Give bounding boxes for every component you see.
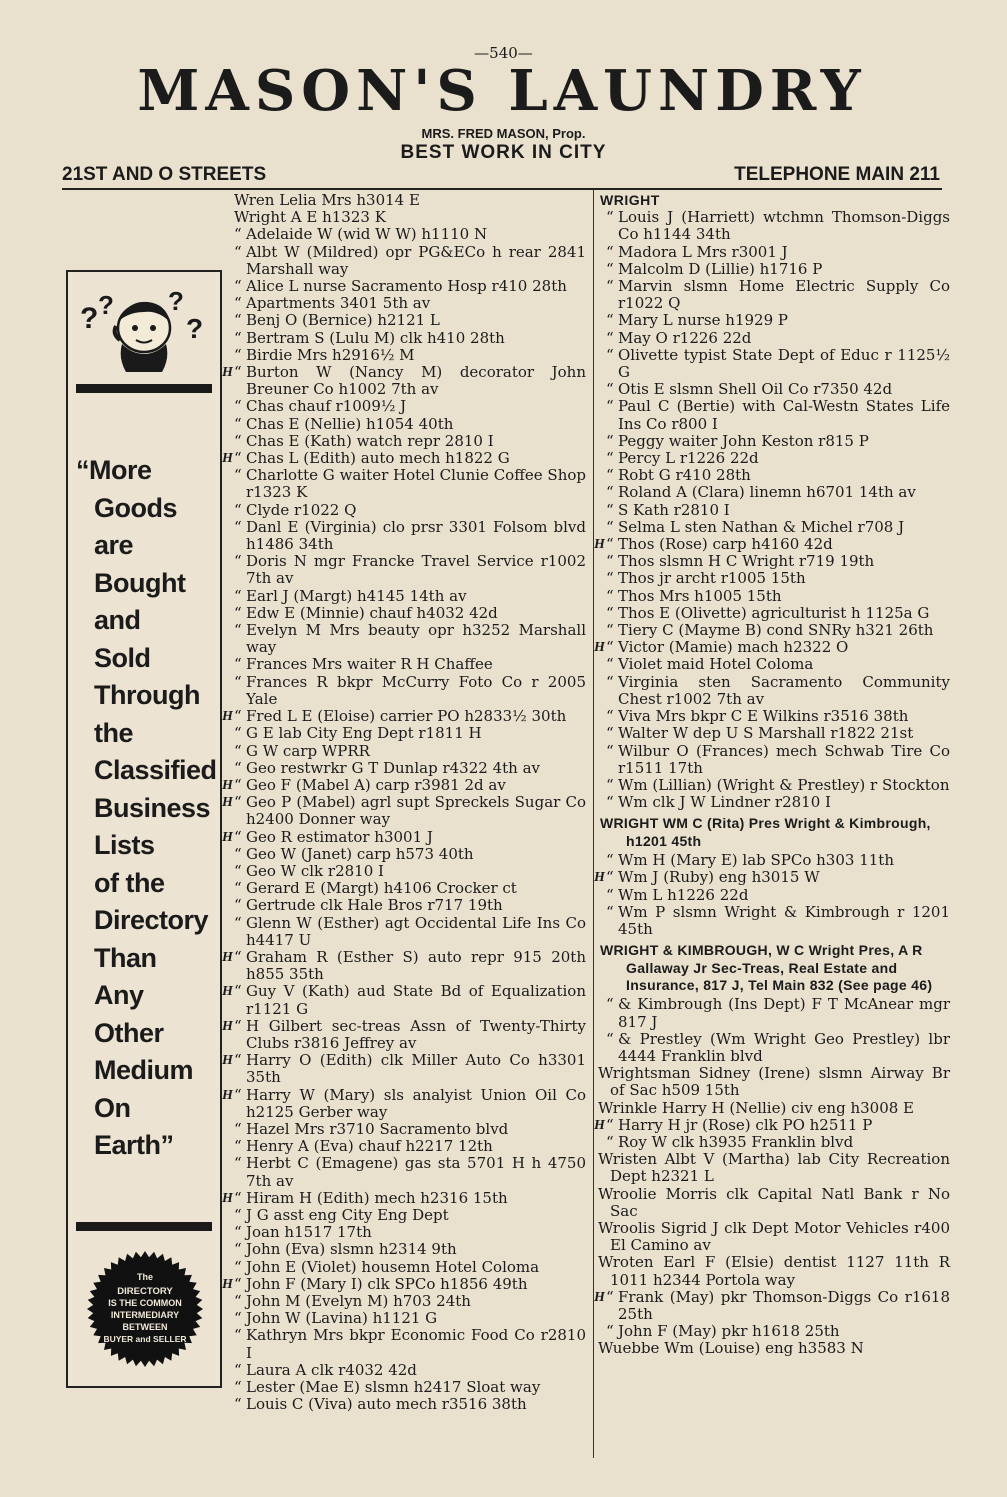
entry-text: Geo F (Mabel A) carp r3981 2d av	[246, 775, 506, 794]
seal-text-line: IS THE COMMON	[108, 1298, 182, 1308]
seal-text-line: BUYER and SELLER	[103, 1334, 187, 1344]
entry-text: & Kimbrough (Ins Dept) F T McAnear mgr 817 J	[618, 995, 950, 1031]
proprietor-line: MRS. FRED MASON, Prop.	[421, 126, 586, 141]
telephone-line: TELEPHONE MAIN 211	[734, 164, 940, 185]
ad-slogan-word: Bought	[94, 567, 186, 598]
directory-entry: “ John M (Evelyn M) h703 24th	[234, 1292, 471, 1310]
directory-entry: “ Hazel Mrs r3710 Sacramento blvd	[234, 1119, 509, 1138]
entry-text: Birdie Mrs h2916½ M	[246, 345, 415, 364]
ad-slogan-word: Directory	[94, 905, 209, 935]
entry-text: Malcolm D (Lillie) h1716 P	[618, 259, 823, 278]
entry-text: Victor (Mamie) mach h2322 O	[618, 638, 849, 657]
directory-entry: “ Roy W clk h3935 Franklin blvd	[606, 1132, 854, 1151]
page-number: —540—	[474, 44, 533, 62]
entry-text: Tiery C (Mayme B) cond SNRy h321 26th	[618, 621, 934, 640]
entry-text: Gertrude clk Hale Bros r717 19th	[246, 896, 503, 915]
homeowner-mark-icon: H	[222, 984, 233, 1000]
directory-entry: “ Wm P slsmn Wright & Kimbrough r 1201 45th	[606, 902, 950, 938]
seal-text-line: BETWEEN	[122, 1322, 168, 1332]
entry-text: G W carp WPRR	[246, 741, 370, 760]
ad-slogan-word: Business	[94, 792, 211, 823]
entry-text: Frances Mrs waiter R H Chaffee	[246, 655, 493, 674]
directory-entry: “ Chas chauf r1009½ J	[234, 397, 407, 416]
homeowner-mark-icon: H	[222, 949, 233, 965]
ad-slogan-word: “More	[76, 455, 152, 485]
entry-text: Wm L h1226 22d	[618, 885, 749, 904]
entry-text: Roland A (Clara) linemn h6701 14th av	[618, 483, 916, 502]
ad-slogan-word: Goods	[94, 492, 177, 523]
svg-text:?: ?	[80, 302, 99, 335]
ad-slogan-word: Than	[94, 942, 157, 973]
entry-text: Bertram S (Lulu M) clk h410 28th	[246, 328, 505, 347]
tagline: BEST WORK IN CITY	[400, 142, 607, 163]
homeowner-mark-icon: H	[222, 1053, 233, 1069]
directory-entry: “ J G asst eng City Eng Dept	[234, 1205, 449, 1224]
directory-entry: “ Marvin slsmn Home Electric Supply Co r1022 Q	[606, 277, 950, 313]
entry-text: G E lab City Eng Dept r1811 H	[246, 724, 482, 743]
directory-entry: “ Louis J (Harriett) wtchmn Thomson-Diggs Co h1144 34th	[606, 208, 950, 244]
directory-entry: “ John F (May) pkr h1618 25th	[606, 1322, 840, 1341]
entry-text: Peggy waiter John Keston r815 P	[618, 431, 869, 450]
directory-entry: “ Lester (Mae E) slsmn h2417 Sloat way	[234, 1378, 541, 1397]
entry-text: Frances R bkpr McCurry Foto Co r 2005 Yale	[246, 672, 586, 708]
entry-text: Louis C (Viva) auto mech r3516 38th	[246, 1395, 527, 1414]
featured-listing: WRIGHT WM C (Rita) Pres Wright & Kimbrough, h1201 45th	[600, 815, 931, 849]
entry-text: Thos Mrs h1005 15th	[618, 586, 782, 605]
ad-slogan-word: Any	[94, 980, 144, 1010]
entry-text: Walter W dep U S Marshall r1822 21st	[618, 724, 914, 743]
directory-entry: “ Harry O (Edith) clk Miller Auto Co h3301 35th H	[222, 1051, 586, 1087]
entry-text: Thos (Rose) carp h4160 42d	[618, 535, 833, 554]
directory-entry: “ Tiery C (Mayme B) cond SNRy h321 26th	[606, 621, 934, 640]
entry-text: John F (May) pkr h1618 25th	[618, 1322, 840, 1341]
homeowner-mark-icon: H	[222, 1190, 233, 1206]
entry-text: Benj O (Bernice) h2121 L	[246, 311, 440, 330]
entry-text: Adelaide W (wid W W) h1110 N	[246, 225, 488, 244]
directory-entry: “ Violet maid Hotel Coloma	[606, 655, 814, 674]
entry-text: Graham R (Esther S) auto repr 915 20th h855 35th	[246, 947, 586, 984]
homeowner-mark-icon: H	[222, 451, 233, 467]
directory-entry: Wroolis Sigrid J clk Dept Motor Vehicles r400 El Camino av	[598, 1219, 950, 1255]
directory-entry: “ Clyde r1022 Q	[234, 500, 357, 519]
directory-entry: “ Danl E (Virginia) clo prsr 3301 Folsom blvd h1486 34th	[234, 517, 586, 554]
directory-entry: “ Earl J (Margt) h4145 14th av	[234, 586, 467, 605]
directory-entry: “ Chas E (Nellie) h1054 40th	[234, 414, 454, 433]
directory-entry: “ Apartments 3401 5th av	[234, 294, 431, 313]
entry-text: Danl E (Virginia) clo prsr 3301 Folsom blvd h1486 34th	[246, 517, 586, 554]
entry-text: John M (Evelyn M) h703 24th	[246, 1292, 471, 1310]
homeowner-mark-icon: H	[594, 640, 605, 656]
directory-entry: “ Malcolm D (Lillie) h1716 P	[606, 259, 823, 278]
directory-entry: “ Harry W (Mary) sls analyist Union Oil Co h2125 Gerber way H	[222, 1085, 586, 1121]
entry-text: Harry O (Edith) clk Miller Auto Co h3301 35th	[246, 1051, 586, 1087]
directory-entry: “ Herbt C (Emagene) gas sta 5701 H h 4750 7th av	[234, 1154, 586, 1190]
directory-entry: “ Geo W (Janet) carp h573 40th	[234, 844, 474, 863]
entry-text: Wilbur O (Frances) mech Schwab Tire Co r1511 17th	[618, 741, 950, 777]
entry-text: Glenn W (Esther) agt Occidental Life Ins Co h4417 U	[246, 913, 586, 949]
entry-text: Herbt C (Emagene) gas sta 5701 H h 4750 7th av	[246, 1154, 586, 1190]
directory-entry: “ Geo F (Mabel A) carp r3981 2d av H	[222, 775, 506, 794]
ad-slogan-word: and	[94, 605, 141, 635]
directory-entry: “ Burton W (Nancy M) decorator John Breuner Co h1002 7th av H	[222, 363, 586, 399]
entry-text: S Kath r2810 I	[618, 500, 730, 519]
entry-text: Joan h1517 17th	[246, 1223, 372, 1242]
entry-text: Chas chauf r1009½ J	[246, 397, 407, 416]
homeowner-mark-icon: H	[222, 795, 233, 811]
entry-text: Evelyn M Mrs beauty opr h3252 Marshall way	[246, 621, 586, 657]
entry-text: Kathryn Mrs bkpr Economic Food Co r2810 I	[246, 1326, 586, 1362]
ad-slogan-word: are	[94, 530, 134, 560]
entry-text: Gerard E (Margt) h4106 Crocker ct	[246, 879, 517, 898]
entry-text: Geo P (Mabel) agrl supt Spreckels Sugar Co h2400 Donner way	[246, 793, 586, 829]
right-column	[594, 192, 950, 1358]
entry-text: John W (Lavina) h1121 G	[246, 1309, 438, 1328]
entry-text: Hazel Mrs r3710 Sacramento blvd	[246, 1119, 509, 1138]
entry-text: May O r1226 22d	[618, 328, 752, 347]
left-column	[222, 191, 586, 1414]
directory-entry: “ Edw E (Minnie) chauf h4032 42d	[234, 603, 498, 622]
entry-text: Edw E (Minnie) chauf h4032 42d	[246, 603, 498, 622]
directory-entry: “ Virginia sten Sacramento Community Chest r1002 7th av	[606, 672, 950, 708]
entry-text: Thos E (Olivette) agriculturist h 1125a G	[618, 603, 930, 622]
directory-entry: “ Paul C (Bertie) with Cal-Westn States Life Ins Co r800 I	[606, 397, 950, 433]
entry-text: Geo W clk r2810 I	[246, 861, 384, 880]
directory-entry: “ Victor (Mamie) mach h2322 O H	[594, 638, 849, 657]
directory-entry: “ Wm L h1226 22d	[606, 885, 749, 904]
entry-text: Earl J (Margt) h4145 14th av	[246, 586, 467, 605]
entry-text: Roy W clk h3935 Franklin blvd	[618, 1132, 854, 1151]
entry-text: Chas L (Edith) auto mech h1822 G	[246, 449, 510, 468]
entry-text: Olivette typist State Dept of Educ r 1125½ G	[618, 345, 950, 382]
entry-text: J G asst eng City Eng Dept	[246, 1205, 449, 1224]
directory-entry: Wroten Earl F (Elsie) dentist 1127 11th R 1011 h2344 Portola way	[598, 1253, 950, 1289]
directory-entry: “ Frank (May) pkr Thomson-Diggs Co r1618 25th H	[594, 1287, 950, 1324]
entry-text: Doris N mgr Francke Travel Service r1002 7th av	[246, 552, 586, 588]
homeowner-mark-icon: H	[222, 777, 233, 793]
directory-entry: “ Graham R (Esther S) auto repr 915 20th h855 35th H	[222, 947, 586, 984]
entry-text: Geo R estimator h3001 J	[246, 827, 433, 846]
homeowner-mark-icon: H	[594, 537, 605, 553]
entry-text: Geo restwrkr G T Dunlap r4322 4th av	[246, 758, 540, 777]
entry-text: Viva Mrs bkpr C E Wilkins r3516 38th	[618, 707, 909, 726]
entry-text: Harry H jr (Rose) clk PO h2511 P	[618, 1115, 873, 1134]
directory-entry: “ Geo R estimator h3001 J H	[222, 827, 433, 846]
entry-text: Harry W (Mary) sls analyist Union Oil Co h2125 Gerber way	[246, 1085, 586, 1121]
homeowner-mark-icon: H	[594, 1117, 605, 1133]
directory-entry: “ John F (Mary I) clk SPCo h1856 49th H	[222, 1274, 528, 1293]
entry-text: & Prestley (Wm Wright Geo Prestley) lbr 4444 Franklin blvd	[618, 1029, 950, 1065]
directory-entry: “ Madora L Mrs r3001 J	[606, 242, 788, 261]
directory-entry: “ Gertrude clk Hale Bros r717 19th	[234, 896, 503, 915]
directory-entry: “ Doris N mgr Francke Travel Service r1002 7th av	[234, 552, 586, 588]
entry-text: Burton W (Nancy M) decorator John Breuner Co h1002 7th av	[246, 363, 586, 399]
directory-entry: “ Henry A (Eva) chauf h2217 12th	[234, 1137, 493, 1156]
homeowner-mark-icon: H	[594, 870, 605, 886]
entry-text: Thos jr archt r1005 15th	[618, 569, 806, 588]
directory-entry: “ Wm J (Ruby) eng h3015 W H	[594, 868, 820, 887]
directory-entry: “ Walter W dep U S Marshall r1822 21st	[606, 724, 914, 743]
directory-entry: “ Benj O (Bernice) h2121 L	[234, 311, 440, 330]
directory-entry: “ H Gilbert sec-treas Assn of Twenty-Thirty Clubs r3816 Jeffrey av H	[222, 1016, 586, 1052]
directory-entry: “ Wilbur O (Frances) mech Schwab Tire Co r1511 17th	[606, 741, 950, 777]
entry-text: Henry A (Eva) chauf h2217 12th	[246, 1137, 493, 1156]
entry-text: Apartments 3401 5th av	[246, 294, 431, 313]
directory-entry: “ Adelaide W (wid W W) h1110 N	[234, 225, 488, 244]
ad-slogan-word: of the	[94, 867, 165, 898]
directory-entry: “ S Kath r2810 I	[606, 500, 730, 519]
directory-entry: “ Kathryn Mrs bkpr Economic Food Co r2810 I	[234, 1326, 586, 1362]
advertisement-box	[66, 270, 222, 1388]
directory-entry: “ Chas L (Edith) auto mech h1822 G H	[222, 449, 510, 468]
directory-entry: “ Wm clk J W Lindner r2810 I	[606, 793, 831, 812]
homeowner-mark-icon: H	[222, 1276, 233, 1292]
directory-entry: “ Laura A clk r4032 42d	[234, 1360, 417, 1379]
header-rule	[62, 188, 942, 190]
entry-text: Percy L r1226 22d	[618, 449, 759, 468]
directory-entry: “ Frances R bkpr McCurry Foto Co r 2005 Yale	[234, 672, 586, 708]
entry-text: John F (Mary I) clk SPCo h1856 49th	[246, 1274, 528, 1293]
directory-entry: “ Gerard E (Margt) h4106 Crocker ct	[234, 879, 517, 898]
directory-entry: Wren Lelia Mrs h3014 E	[234, 191, 420, 209]
directory-entry: “ Birdie Mrs h2916½ M	[234, 345, 415, 364]
directory-entry: “ Louis C (Viva) auto mech r3516 38th	[234, 1395, 527, 1414]
entry-text: Clyde r1022 Q	[246, 500, 357, 519]
entry-text: Albt W (Mildred) opr PG&ECo h rear 2841 Marshall way	[246, 242, 586, 278]
svg-text:?: ?	[168, 288, 184, 316]
homeowner-mark-icon: H	[222, 709, 233, 725]
entry-text: Chas E (Kath) watch repr 2810 I	[246, 431, 494, 450]
entry-text: Wm (Lillian) (Wright & Prestley) r Stockton	[618, 775, 950, 794]
thinking-boy-icon	[78, 288, 208, 380]
entry-text: Selma L sten Nathan & Michel r708 J	[618, 517, 905, 536]
entry-text: Marvin slsmn Home Electric Supply Co r1022 Q	[618, 277, 950, 313]
directory-entry: “ Percy L r1226 22d	[606, 449, 759, 468]
directory-entry: “ Wm (Lillian) (Wright & Prestley) r Stockton	[606, 775, 950, 794]
homeowner-mark-icon: H	[222, 1018, 233, 1034]
directory-entry: “ Albt W (Mildred) opr PG&ECo h rear 2841 Marshall way	[234, 242, 586, 278]
entry-text: Hiram H (Edith) mech h2316 15th	[246, 1188, 508, 1207]
directory-entry: “ Alice L nurse Sacramento Hosp r410 28th	[234, 277, 567, 296]
entry-text: Wm P slsmn Wright & Kimbrough r 1201 45th	[618, 902, 950, 938]
directory-entry: “ Geo W clk r2810 I	[234, 861, 384, 880]
ad-slogan-word: On	[94, 1092, 131, 1123]
directory-entry: “ Guy V (Kath) aud State Bd of Equalization r1121 G H	[222, 982, 586, 1018]
directory-seal-icon	[86, 1250, 204, 1368]
svg-text:?: ?	[98, 290, 114, 320]
entry-text: Geo W (Janet) carp h573 40th	[246, 844, 474, 863]
banner-title: MASON'S LAUNDRY	[137, 58, 867, 124]
directory-entry: “ John E (Violet) housemn Hotel Coloma	[234, 1257, 540, 1276]
ad-slogan-word: the	[94, 717, 133, 748]
directory-entry: “ Geo restwrkr G T Dunlap r4322 4th av	[234, 758, 540, 777]
directory-entry: “ Mary L nurse h1929 P	[606, 311, 788, 330]
directory-entry: “ Thos jr archt r1005 15th	[606, 569, 806, 588]
directory-entry: “ Fred L E (Eloise) carrier PO h2833½ 30th H	[222, 707, 567, 726]
directory-entry: “ Thos (Rose) carp h4160 42d H	[594, 535, 833, 554]
entry-text: Charlotte G waiter Hotel Clunie Coffee Shop r1323 K	[246, 466, 586, 502]
directory-entry: “ Thos Mrs h1005 15th	[606, 586, 782, 605]
featured-listing: WRIGHT & KIMBROUGH, W C Wright Pres, A R Gallaway Jr Sec-Treas, Real Estate and Insurance, 817 J, Tel Main 832 (See page 46)	[600, 942, 933, 993]
ad-slogan	[76, 452, 216, 1165]
ad-slogan-word: Through	[94, 680, 200, 710]
directory-entry: “ John (Eva) slsmn h2314 9th	[234, 1240, 457, 1259]
entry-text: Thos slsmn H C Wright r719 19th	[618, 552, 875, 571]
directory-entry: “ & Prestley (Wm Wright Geo Prestley) lbr 4444 Franklin blvd	[606, 1029, 950, 1065]
seal-text-line: DIRECTORY	[117, 1286, 173, 1297]
ad-slogan-word: Earth”	[94, 1130, 174, 1160]
ad-top-bar	[76, 384, 212, 393]
column-divider	[593, 190, 594, 1458]
entry-text: Robt G r410 28th	[618, 466, 751, 485]
directory-entry: “ Bertram S (Lulu M) clk h410 28th	[234, 328, 505, 347]
address-line: 21ST AND O STREETS	[62, 164, 267, 185]
entry-text: Wm J (Ruby) eng h3015 W	[618, 868, 820, 887]
directory-entry: “ Harry H jr (Rose) clk PO h2511 P H	[594, 1115, 873, 1134]
directory-entry: Wristen Albt V (Martha) lab City Recreation Dept h2321 L	[598, 1150, 950, 1186]
entry-text: John (Eva) slsmn h2314 9th	[246, 1240, 457, 1259]
ad-bottom-bar	[76, 1222, 212, 1231]
homeowner-mark-icon: H	[594, 1289, 605, 1305]
entry-text: Violet maid Hotel Coloma	[618, 655, 814, 674]
column-heading: WRIGHT	[600, 192, 660, 208]
entry-text: Louis J (Harriett) wtchmn Thomson-Diggs Co h1144 34th	[618, 208, 950, 244]
directory-entry: “ Frances Mrs waiter R H Chaffee	[234, 655, 493, 674]
directory-entry: Wright A E h1323 K	[234, 208, 386, 227]
entry-text: H Gilbert sec-treas Assn of Twenty-Thirty Clubs r3816 Jeffrey av	[246, 1016, 586, 1052]
ad-slogan-word: Lists	[94, 830, 155, 860]
directory-entry: Wrinkle Harry H (Nellie) civ eng h3008 E	[598, 1098, 915, 1117]
entry-text: Madora L Mrs r3001 J	[618, 242, 788, 261]
ad-slogan-word: Classified	[94, 755, 217, 785]
seal-text-line: INTERMEDIARY	[110, 1310, 180, 1320]
entry-text: Chas E (Nellie) h1054 40th	[246, 414, 454, 433]
entry-text: Wm H (Mary E) lab SPCo h303 11th	[618, 851, 894, 870]
directory-entry: “ Hiram H (Edith) mech h2316 15th H	[222, 1188, 508, 1207]
svg-text:?: ?	[186, 313, 204, 344]
entry-text: Mary L nurse h1929 P	[618, 311, 788, 330]
seal-text-line: The	[136, 1272, 154, 1282]
directory-entry: “ & Kimbrough (Ins Dept) F T McAnear mgr 817 J	[606, 995, 950, 1031]
directory-entry: “ Thos slsmn H C Wright r719 19th	[606, 552, 875, 571]
directory-entry: “ Selma L sten Nathan & Michel r708 J	[606, 517, 905, 536]
directory-entry: “ Peggy waiter John Keston r815 P	[606, 431, 869, 450]
entry-text: Fred L E (Eloise) carrier PO h2833½ 30th	[246, 707, 567, 726]
ad-slogan-word: Medium	[94, 1055, 194, 1085]
entry-text: Otis E slsmn Shell Oil Co r7350 42d	[618, 380, 893, 399]
homeowner-mark-icon: H	[222, 365, 233, 381]
directory-entry: “ Geo P (Mabel) agrl supt Spreckels Sugar Co h2400 Donner way H	[222, 793, 586, 829]
directory-entry: Wuebbe Wm (Louise) eng h3583 N	[598, 1339, 864, 1358]
directory-entry: “ G E lab City Eng Dept r1811 H	[234, 724, 482, 743]
directory-entry: “ Viva Mrs bkpr C E Wilkins r3516 38th	[606, 707, 909, 726]
directory-entry: “ Charlotte G waiter Hotel Clunie Coffee Shop r1323 K	[234, 466, 586, 502]
entry-text: Guy V (Kath) aud State Bd of Equalization r1121 G	[246, 982, 586, 1018]
entry-text: John E (Violet) housemn Hotel Coloma	[246, 1257, 540, 1276]
directory-entry: “ G W carp WPRR	[234, 741, 370, 760]
entry-text: Paul C (Bertie) with Cal-Westn States Life Ins Co r800 I	[618, 397, 950, 433]
entry-text: Virginia sten Sacramento Community Chest r1002 7th av	[618, 672, 950, 708]
ad-slogan-word: Sold	[94, 642, 151, 673]
directory-entry: “ Robt G r410 28th	[606, 466, 751, 485]
directory-entry: “ Evelyn M Mrs beauty opr h3252 Marshall way	[234, 621, 586, 657]
directory-entry: “ Wm H (Mary E) lab SPCo h303 11th	[606, 851, 894, 870]
directory-entry: “ Joan h1517 17th	[234, 1223, 372, 1242]
directory-entry: “ Chas E (Kath) watch repr 2810 I	[234, 431, 494, 450]
entry-text: Alice L nurse Sacramento Hosp r410 28th	[246, 277, 567, 296]
directory-entry: “ John W (Lavina) h1121 G	[234, 1309, 438, 1328]
directory-entry: “ Roland A (Clara) linemn h6701 14th av	[606, 483, 916, 502]
ad-slogan-word: Other	[94, 1017, 164, 1048]
entry-text: Wm clk J W Lindner r2810 I	[618, 793, 831, 812]
directory-entry: “ May O r1226 22d	[606, 328, 752, 347]
directory-entry: Wrightsman Sidney (Irene) slsmn Airway Br of Sac h509 15th	[598, 1064, 950, 1100]
homeowner-mark-icon: H	[222, 1087, 233, 1103]
directory-entry: “ Otis E slsmn Shell Oil Co r7350 42d	[606, 380, 893, 399]
directory-entry: Wroolie Morris clk Capital Natl Bank r No Sac	[598, 1184, 950, 1220]
directory-entry: “ Thos E (Olivette) agriculturist h 1125a G	[606, 603, 930, 622]
directory-entry: “ Glenn W (Esther) agt Occidental Life Ins Co h4417 U	[234, 913, 586, 949]
directory-entry: “ Olivette typist State Dept of Educ r 1125½ G	[606, 345, 950, 382]
homeowner-mark-icon: H	[222, 829, 233, 845]
entry-text: Laura A clk r4032 42d	[246, 1360, 417, 1379]
entry-text: Lester (Mae E) slsmn h2417 Sloat way	[246, 1378, 541, 1397]
entry-text: Frank (May) pkr Thomson-Diggs Co r1618 25th	[618, 1287, 950, 1324]
